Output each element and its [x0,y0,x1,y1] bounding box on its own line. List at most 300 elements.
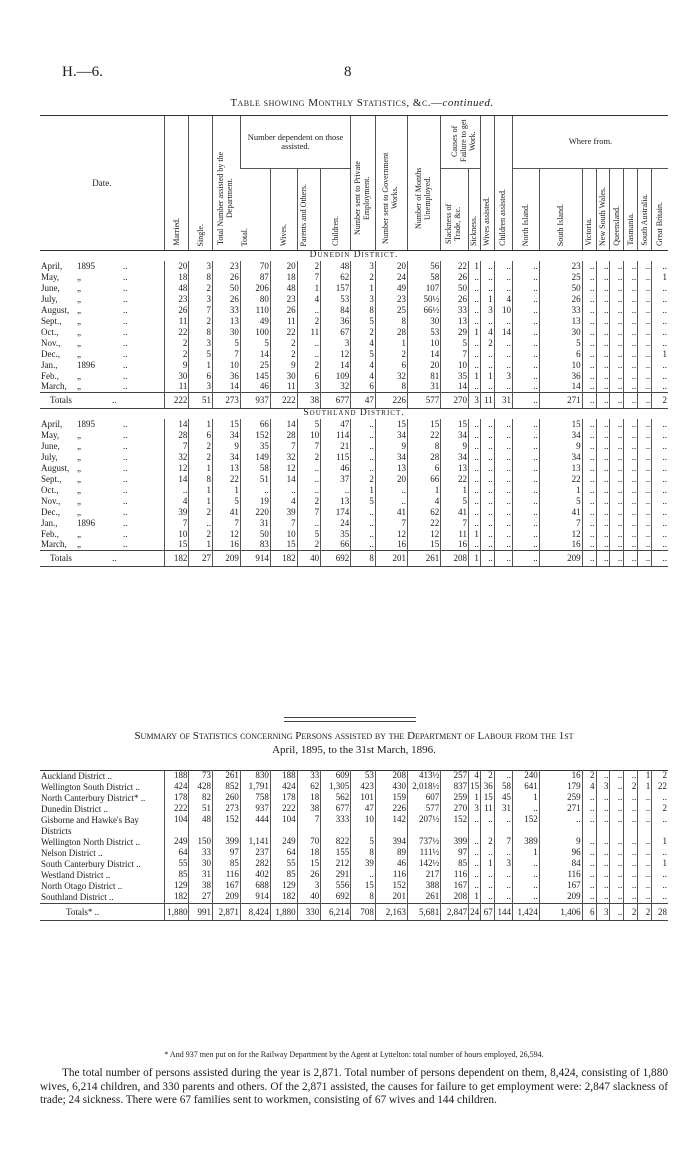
table-cell: 8 [189,474,213,485]
table-cell: 1 [480,294,494,305]
table-cell: 2 [164,338,189,349]
table-cell: 11 [480,393,494,409]
table-cell: .. [652,283,668,294]
table-cell: 2 [297,360,321,371]
table-cell: 67 [321,327,351,338]
table-cell: 413½ [408,771,441,783]
table-cell: 70 [297,837,321,848]
table-cell: 1 [351,283,376,294]
table-cell: 49 [240,316,270,327]
table-cell: 5 [351,316,376,327]
table-cell: 20 [164,261,189,272]
table-cell: 110 [240,305,270,316]
leader-dots: .. [123,451,128,462]
table-cell: 150 [189,837,213,848]
table-cell: 13 [539,463,582,474]
table-row [40,349,668,360]
table-cell: 178 [164,793,189,804]
table-cell: 4 [164,496,189,507]
table-cell: .. [624,283,638,294]
table-cell: 1,424 [512,904,539,921]
leader-dots: .. [133,837,141,847]
table-cell: .. [596,892,610,904]
year-label: 1895 [77,260,95,271]
table-cell: 271 [539,804,582,815]
table-cell: .. [297,349,321,360]
year-label: „ [77,539,81,550]
table-cell: 249 [164,837,189,848]
table-cell: 11 [297,327,321,338]
table-cell: 4 [582,782,596,793]
table-cell: 10 [441,360,469,371]
table-cell: .. [480,419,494,430]
table-cell: .. [652,371,668,382]
table-cell: .. [610,848,624,859]
district-label: Wellington South District [41,782,134,792]
month-label: Oct., [41,484,59,495]
table-cell: .. [624,463,638,474]
table-row [40,272,668,283]
table-cell: 39 [164,507,189,518]
table-cell: .. [480,463,494,474]
table-row [40,870,668,881]
table-cell: .. [638,393,652,409]
totals-label [40,393,164,409]
table-cell: 2 [351,272,376,283]
table-cell: .. [480,349,494,360]
leader-dots: .. [123,429,128,440]
table-cell: 36 [212,371,240,382]
table-cell: 2 [189,283,213,294]
table-cell: .. [596,338,610,349]
date-cell [40,316,164,327]
table-cell: 32 [270,452,297,463]
table-cell: .. [494,349,512,360]
table-cell: 46 [240,382,270,393]
table-cell: .. [582,452,596,463]
month-label: Dec., [41,348,60,359]
table-cell: 13 [212,463,240,474]
table-cell: 3 [189,338,213,349]
table-cell: 207½ [408,815,441,837]
table-cell: 2 [189,441,213,452]
table-cell: 32 [375,371,407,382]
table-cell: .. [638,261,652,272]
table-cell: .. [494,441,512,452]
table-cell: 41 [375,507,407,518]
table-cell: 23 [270,294,297,305]
table-cell: 51 [189,804,213,815]
table-cell: 107 [408,283,441,294]
table-cell: 26 [270,305,297,316]
table-cell: 226 [375,804,407,815]
table-cell: .. [652,551,668,567]
table-cell: .. [494,507,512,518]
table-cell: 2 [270,349,297,360]
table-cell: .. [652,452,668,463]
table-cell: 15 [270,540,297,551]
table-cell: .. [652,305,668,316]
table-row [40,294,668,305]
table-cell: 2 [297,261,321,272]
table-cell: .. [512,327,539,338]
table-cell: .. [596,881,610,892]
table-cell: 4 [351,371,376,382]
table-cell: .. [652,518,668,529]
table-cell: 50 [441,283,469,294]
table-cell: .. [270,485,297,496]
table-cell: .. [582,294,596,305]
table-cell: .. [512,870,539,881]
table-cell: .. [652,360,668,371]
district-label: Westland District [41,870,104,880]
table-cell: 3 [189,261,213,272]
table-cell: 9 [375,441,407,452]
table-cell: 167 [441,881,469,892]
table-cell: 2 [164,349,189,360]
table-cell: 33 [539,305,582,316]
table-cell: .. [494,540,512,551]
table-cell: .. [582,283,596,294]
table-cell: 2 [480,338,494,349]
table-cell: .. [480,382,494,393]
table-cell: 1,791 [240,782,270,793]
month-label: July, [41,451,58,462]
table-cell: 1 [652,272,668,283]
table-cell: 14 [212,382,240,393]
table-cell: .. [512,316,539,327]
table-cell: 20 [270,261,297,272]
table-cell: .. [652,441,668,452]
table-cell: 26 [297,870,321,881]
table-cell: .. [494,881,512,892]
table-cell: 261 [213,771,241,783]
table-cell: 6 [408,463,441,474]
table-cell: 33 [441,305,469,316]
table-row [40,261,668,272]
table-cell: 6 [189,430,213,441]
table-cell: 66 [321,540,351,551]
table-row [40,540,668,551]
table-cell: .. [582,793,596,804]
table-cell: 6 [297,371,321,382]
table-cell: 6,214 [321,904,351,921]
table-cell: 270 [441,393,469,409]
table-cell: 222 [270,393,297,409]
table-cell: 2 [624,904,638,921]
table-cell: 51 [189,393,213,409]
table-cell: .. [582,419,596,430]
table-cell: 1 [408,485,441,496]
table-cell: .. [582,815,596,837]
table-cell: 15 [212,419,240,430]
table-cell: .. [480,540,494,551]
table-cell: 25 [240,360,270,371]
table-cell: 41 [441,507,469,518]
leader-dots: .. [105,771,112,781]
table-cell: .. [624,507,638,518]
table-cell: 182 [270,892,297,904]
table-cell: 70 [240,261,270,272]
table-cell: 2 [270,338,297,349]
table-cell: 81 [408,371,441,382]
table-cell: .. [638,419,652,430]
table-cell: 2 [189,529,213,540]
table-cell: .. [652,294,668,305]
table-cell: 152 [213,815,241,837]
table-cell: 15 [375,419,407,430]
table-cell: 182 [270,551,297,567]
monthly-table-title: Table showing Monthly Statistics, &c.—continued. [230,97,494,109]
table-cell: .. [494,283,512,294]
table-cell: 8 [351,551,376,567]
table-cell: .. [512,371,539,382]
table-cell: .. [610,881,624,892]
district-label: Wellington North District [41,837,134,847]
date-cell [40,283,164,294]
table-cell: .. [494,463,512,474]
month-label: Dec., [41,506,60,517]
table-cell: .. [469,360,481,371]
month-label: April, [41,260,63,271]
month-label: Feb., [41,528,59,539]
date-cell [40,452,164,463]
table-cell: .. [582,540,596,551]
table-cell: .. [638,474,652,485]
table-cell: 66 [240,419,270,430]
table-cell: 111½ [408,848,441,859]
date-cell [40,463,164,474]
table-cell: 5 [212,496,240,507]
table-cell: .. [624,496,638,507]
table-cell: 33 [297,771,321,783]
table-cell: 607 [408,793,441,804]
table-cell: .. [512,518,539,529]
table-cell: 7 [539,518,582,529]
table-cell: 15 [408,419,441,430]
table-cell: .. [596,551,610,567]
table-cell: 3 [297,382,321,393]
table-cell: 66 [408,474,441,485]
table-cell: 201 [375,551,407,567]
table-cell: 53 [321,294,351,305]
date-cell [40,294,164,305]
table-cell: .. [652,338,668,349]
table-cell: 26 [164,305,189,316]
table-cell: 31 [240,518,270,529]
table-cell: 22 [408,430,441,441]
table-cell: .. [596,316,610,327]
table-cell: .. [624,551,638,567]
table-cell: 9 [270,360,297,371]
table-cell: 12 [321,349,351,360]
table-cell: 13 [375,463,407,474]
table-cell: .. [480,316,494,327]
table-cell: 28 [408,452,441,463]
table-cell: 20 [408,360,441,371]
table-cell: 26 [539,294,582,305]
table-cell: 36 [480,782,494,793]
district-cell [40,870,164,881]
table-cell: 577 [408,804,441,815]
table-cell: 188 [164,771,189,783]
table-cell: 11 [270,316,297,327]
table-cell: .. [610,441,624,452]
table-cell: 257 [441,771,469,783]
table-cell: 273 [213,804,241,815]
table-cell: 97 [213,848,241,859]
totals-row [40,393,668,409]
table-cell: .. [582,305,596,316]
table-cell: 399 [441,837,469,848]
table-cell: 5 [351,837,376,848]
table-row [40,316,668,327]
leader-dots: .. [123,484,128,495]
table-cell: 7 [164,518,189,529]
table-cell: .. [610,782,624,793]
table-cell: 577 [408,393,441,409]
table-cell: .. [582,441,596,452]
table-row [40,848,668,859]
table-cell: .. [494,360,512,371]
table-cell: .. [512,349,539,360]
table-cell: .. [638,382,652,393]
table-cell: 47 [321,419,351,430]
summary-statistics-table [40,770,668,921]
table-cell: .. [512,507,539,518]
table-cell: .. [512,382,539,393]
table-cell: 562 [321,793,351,804]
table-cell: 10 [539,360,582,371]
table-cell: .. [610,430,624,441]
table-cell: 5 [212,338,240,349]
table-cell: .. [610,474,624,485]
table-cell: .. [596,441,610,452]
table-cell: .. [624,430,638,441]
table-cell: 23 [212,261,240,272]
leader-dots: .. [101,804,108,814]
table-cell: .. [582,349,596,360]
table-cell: 8 [351,892,376,904]
table-cell: .. [638,870,652,881]
table-cell: .. [480,815,494,837]
table-cell: .. [596,327,610,338]
table-cell: .. [297,474,321,485]
table-cell: 222 [164,393,189,409]
table-cell: .. [596,371,610,382]
table-cell: .. [652,881,668,892]
table-cell: .. [610,518,624,529]
table-cell: .. [494,485,512,496]
table-cell: 23 [539,261,582,272]
table-cell: 129 [164,881,189,892]
table-cell: .. [512,452,539,463]
table-cell: 7 [212,349,240,360]
table-cell: .. [494,261,512,272]
table-cell: .. [652,815,668,837]
district-label: Auckland District [41,771,106,781]
table-cell: 12 [408,529,441,540]
table-cell: 14 [164,474,189,485]
table-cell: 3 [297,881,321,892]
month-label: Nov., [41,495,61,506]
table-cell: .. [610,507,624,518]
date-cell [40,327,164,338]
table-cell: 1 [469,261,481,272]
table-cell: .. [480,892,494,904]
leader-dots: .. [123,260,128,271]
table-cell: 18 [164,272,189,283]
table-cell: 2 [624,782,638,793]
table-cell: .. [638,338,652,349]
table-cell: 330 [297,904,321,921]
page-header [62,64,662,84]
table-cell: 50 [240,529,270,540]
table-cell: 152 [375,881,407,892]
table-cell: .. [624,518,638,529]
table-cell: .. [582,463,596,474]
table-cell: .. [469,859,481,870]
table-cell: 18 [270,272,297,283]
table-cell: .. [638,815,652,837]
table-cell: .. [638,463,652,474]
table-cell: .. [638,507,652,518]
table-cell: .. [189,518,213,529]
district-cell [40,804,164,815]
table-cell: 14 [494,327,512,338]
table-cell: 3 [321,338,351,349]
table-cell: .. [652,261,668,272]
table-cell: 14 [164,419,189,430]
table-cell: 677 [321,804,351,815]
table-cell: 24 [469,904,481,921]
col-group-dependent: Number dependent on those assisted. [240,116,350,169]
table-cell: .. [512,261,539,272]
table-cell: 1,141 [240,837,270,848]
table-cell: .. [297,518,321,529]
table-cell: .. [638,283,652,294]
table-cell: .. [596,283,610,294]
table-cell: .. [638,892,652,904]
table-cell: 51 [240,474,270,485]
table-cell: .. [480,529,494,540]
year-label: „ [77,506,81,517]
table-cell: .. [610,294,624,305]
table-cell: 1 [469,793,481,804]
table-cell: 83 [240,540,270,551]
table-cell: 144 [494,904,512,921]
table-cell: 7 [270,441,297,452]
table-cell: 22 [539,474,582,485]
table-cell: .. [582,870,596,881]
table-cell: 15 [441,419,469,430]
table-cell: 40 [297,892,321,904]
table-cell: 7 [297,815,321,837]
table-cell: .. [351,529,376,540]
table-cell: .. [624,529,638,540]
table-cell: 22 [212,474,240,485]
table-cell: 116 [213,870,241,881]
table-cell: 37 [321,474,351,485]
year-label: „ [77,337,81,348]
table-cell: .. [610,771,624,783]
table-cell: .. [297,463,321,474]
table-cell: 2,163 [375,904,407,921]
table-row [40,815,668,837]
table-cell: 13 [321,496,351,507]
year-label: „ [77,484,81,495]
table-cell: 142 [375,815,407,837]
